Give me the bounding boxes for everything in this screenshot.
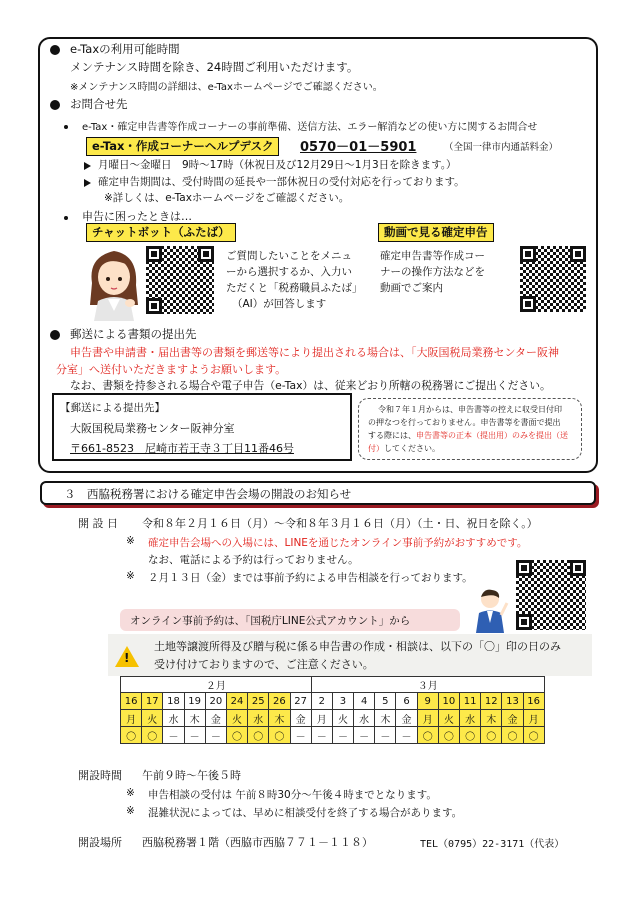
small-bullet-icon (64, 216, 68, 220)
small-bullet-icon (64, 125, 68, 129)
calendar-day-cell: 10 (438, 693, 459, 710)
video-text-line: 確定申告書等作成コー (380, 250, 485, 262)
note-mark: ※ (126, 805, 135, 817)
etax-availability: メンテナンス時間を除き、24時間ご利用いただけます。 (70, 60, 359, 74)
calendar-mark-cell: 〇 (523, 727, 544, 744)
calendar-mark-cell: － (311, 727, 332, 744)
calendar-weekday-cell: 木 (269, 710, 290, 727)
calendar-mark-cell: 〇 (481, 727, 502, 744)
bullet-icon (50, 330, 60, 340)
calendar-weekday-cell: 火 (226, 710, 247, 727)
calendar-weekday-cell: 金 (290, 710, 311, 727)
calendar-mark-cell: 〇 (226, 727, 247, 744)
stamp-note-red-part: 申告書等の正本（提出用）のみを提出（送 (416, 431, 568, 440)
stamp-note-line (368, 429, 578, 442)
calendar-day-cell: 19 (184, 693, 205, 710)
mail-instruction-red2: 分室」へ送付いただきますようお願いします。 (56, 363, 287, 376)
video-label: 動画で見る確定申告 (378, 223, 494, 242)
calendar-day-cell: 20 (205, 693, 226, 710)
congestion-note: 混雑状況によっては、早めに相談受付を終了する場合があります。 (148, 807, 463, 819)
helpdesk-hours: 月曜日～金曜日 9時～17時（休祝日及び12月29日～1月3日を除きます。） (98, 159, 457, 171)
calendar-day-cell: 16 (523, 693, 544, 710)
hours-label: 開設時間 (78, 769, 122, 782)
online-reservation-text: オンライン事前予約は、「国税庁LINE公式アカウント」から (130, 615, 411, 627)
stamp-note-line: の押なつを行っておりません。申告書等を書面で提出 (368, 418, 561, 427)
note-mark: ※ (126, 570, 135, 582)
calendar-weekday-cell: 火 (142, 710, 163, 727)
calendar-mark-cell: － (375, 727, 396, 744)
note-mark: ※ (126, 787, 135, 799)
bullet-icon (50, 45, 60, 55)
contact-subheading: e-Tax・確定申告書等作成コーナーの事前準備、送信方法、エラー解消などの使い方に関するお問合せ (82, 122, 538, 133)
mail-instruction-line3: なお、書類を持参される場合や電子申告（e-Tax）は、従来どおり所轄の税務署にご提出ください。 (70, 379, 551, 392)
place-value: 西脇税務署１階（西脇市西脇７７１－１１８） (142, 836, 373, 849)
calendar-day-cell: 12 (481, 693, 502, 710)
calendar-mark-cell: － (354, 727, 375, 744)
chatbot-text-line: ーから選択するか、入力い (226, 266, 352, 278)
chatbot-label: チャットボット（ふたば） (86, 223, 236, 242)
mail-box-title: 【郵送による提出先】 (60, 402, 165, 414)
calendar-weekday-cell: 金 (205, 710, 226, 727)
calendar-weekday-cell: 木 (375, 710, 396, 727)
calendar-day-cell: 26 (269, 693, 290, 710)
calendar-month-header: ２月 (121, 677, 312, 693)
arrow-icon (84, 162, 91, 170)
stamp-note-text (368, 403, 578, 455)
calendar-day-cell: 3 (332, 693, 353, 710)
calendar-mark-cell: － (332, 727, 353, 744)
etax-detail-note: ※詳しくは、e-Taxホームページをご確認ください。 (104, 192, 350, 204)
stamp-note-line: 令和７年１月からは、申告書等の控えに収受日付印 (378, 405, 562, 414)
calendar-weekday-cell: 月 (121, 710, 142, 727)
line-qr-code[interactable] (516, 560, 586, 630)
chatbot-text-line: ただくと「税務職員ふたば」 (226, 282, 363, 294)
calendar-mark-cell: 〇 (460, 727, 481, 744)
stamp-note-part: する際には、 (368, 431, 416, 440)
calendar-mark-cell: － (396, 727, 417, 744)
calendar-day-cell: 5 (375, 693, 396, 710)
calendar-weekday-cell: 水 (163, 710, 184, 727)
consultation-calendar (120, 676, 545, 744)
calendar-weekday-cell: 火 (332, 710, 353, 727)
video-qr-code[interactable] (520, 246, 586, 312)
mail-instruction-line2 (56, 361, 286, 377)
period-dates: 令和８年２月１６日（月）～令和８年３月１６日（月）（土・日、祝日を除く。） (142, 517, 538, 530)
place-label: 開設場所 (78, 836, 122, 849)
video-text-line: ナーの操作方法などを (380, 266, 485, 278)
calendar-mark-cell: 〇 (502, 727, 523, 744)
calendar-day-cell: 24 (226, 693, 247, 710)
land-gift-tax-notice-line1: 土地等譲渡所得及び贈与税に係る申告書の作成・相談は、以下の「〇」印の日のみ (154, 640, 561, 653)
stamp-note-red-part: 付） (368, 444, 384, 453)
calendar-weekday-cell: 月 (311, 710, 332, 727)
bullet-icon (50, 100, 60, 110)
calendar-mark-cell: 〇 (248, 727, 269, 744)
calendar-mark-cell: 〇 (269, 727, 290, 744)
hours-value: 午前９時～午後５時 (142, 769, 241, 782)
mail-heading: 郵送による書類の提出先 (70, 327, 197, 341)
chatbot-qr-code[interactable] (146, 246, 214, 314)
mail-box-name: 大阪国税局業務センター阪神分室 (70, 422, 235, 435)
chatbot-description (226, 248, 363, 312)
stamp-note-part: してください。 (384, 444, 440, 453)
advance-consult-note: ２月１３日（金）までは事前予約による申告相談を行っております。 (148, 572, 473, 584)
video-description (380, 248, 485, 296)
calendar-weekday-cell: 月 (523, 710, 544, 727)
online-reservation-recommend: 確定申告会場への入場には、LINEを通じたオンライン事前予約がおすすめです。 (148, 537, 528, 549)
reception-hours-note: 申告相談の受付は 午前８時30分～午後４時までとなります。 (148, 789, 437, 801)
calendar-day-cell: 6 (396, 693, 417, 710)
calendar-mark-cell: － (290, 727, 311, 744)
calendar-mark-cell: 〇 (142, 727, 163, 744)
stamp-note-line (368, 442, 578, 455)
mail-instruction-red: 申告書や申請書・届出書等の書類を郵送等により提出される場合は、「大阪国税局業務センター阪神 (70, 346, 560, 359)
calendar-day-cell: 2 (311, 693, 332, 710)
office-phone: TEL（0795）22-3171（代表） (420, 839, 565, 850)
calendar-weekday-cell: 水 (248, 710, 269, 727)
help-subheading: 申告に困ったときは… (82, 210, 192, 223)
video-text-line: 動画でご案内 (380, 282, 443, 294)
calendar-weekday-cell: 火 (438, 710, 459, 727)
calendar-day-cell: 27 (290, 693, 311, 710)
contact-heading: お問合せ先 (70, 97, 128, 111)
calendar-day-cell: 4 (354, 693, 375, 710)
calendar-weekday-cell: 木 (481, 710, 502, 727)
helpdesk-label: e-Tax・作成コーナーヘルプデスク (86, 137, 279, 156)
calendar-day-cell: 17 (142, 693, 163, 710)
calendar-day-cell: 9 (417, 693, 438, 710)
chatbot-text-line: （AI）が回答します (232, 298, 327, 310)
calendar-day-cell: 16 (121, 693, 142, 710)
phone-reservation-note: なお、電話による予約は行っておりません。 (148, 554, 359, 566)
calendar-weekday-cell: 木 (184, 710, 205, 727)
land-gift-tax-notice-line2: 受け付けておりますので、ご注意ください。 (154, 658, 374, 671)
etax-heading: e-Taxの利用可能時間 (70, 42, 180, 56)
mail-box-address: 〒661-8523 尼崎市若王寺３丁目11番46号 (70, 442, 294, 455)
arrow-icon (84, 179, 91, 187)
calendar-weekday-cell: 水 (460, 710, 481, 727)
calendar-weekday-cell: 金 (502, 710, 523, 727)
calendar-weekday-cell: 金 (396, 710, 417, 727)
note-mark: ※ (126, 535, 135, 547)
calendar-day-cell: 11 (460, 693, 481, 710)
helpdesk-phone[interactable]: 0570－01－5901 (300, 140, 417, 155)
calendar-weekday-cell: 月 (417, 710, 438, 727)
etax-maintenance-note: ※メンテナンス時間の詳細は、e-Taxホームページでご確認ください。 (70, 82, 383, 93)
staff-pointing-illustration (470, 587, 510, 633)
calendar-mark-cell: 〇 (121, 727, 142, 744)
calendar-mark-cell: － (205, 727, 226, 744)
helpdesk-hours-note: 確定申告期間は、受付時間の延長や一部休祝日の受付対応を行っております。 (98, 176, 465, 188)
calendar-day-cell: 13 (502, 693, 523, 710)
calendar-mark-cell: － (163, 727, 184, 744)
calendar-mark-cell: 〇 (417, 727, 438, 744)
calendar-day-cell: 25 (248, 693, 269, 710)
period-label: 開 設 日 (78, 517, 118, 530)
chatbot-text-line: ご質問したいことをメニュ (226, 250, 352, 262)
section3-title: ３ 西脇税務署における確定申告会場の開設のお知らせ (64, 487, 352, 501)
phone-fee-note: （全国一律市内通話料金） (444, 142, 559, 153)
calendar-mark-cell: － (184, 727, 205, 744)
futaba-avatar-illustration (84, 243, 144, 321)
calendar-day-cell: 18 (163, 693, 184, 710)
calendar-weekday-cell: 水 (354, 710, 375, 727)
calendar-mark-cell: 〇 (438, 727, 459, 744)
warning-exclamation: ! (124, 651, 130, 665)
calendar-month-header: ３月 (311, 677, 544, 693)
